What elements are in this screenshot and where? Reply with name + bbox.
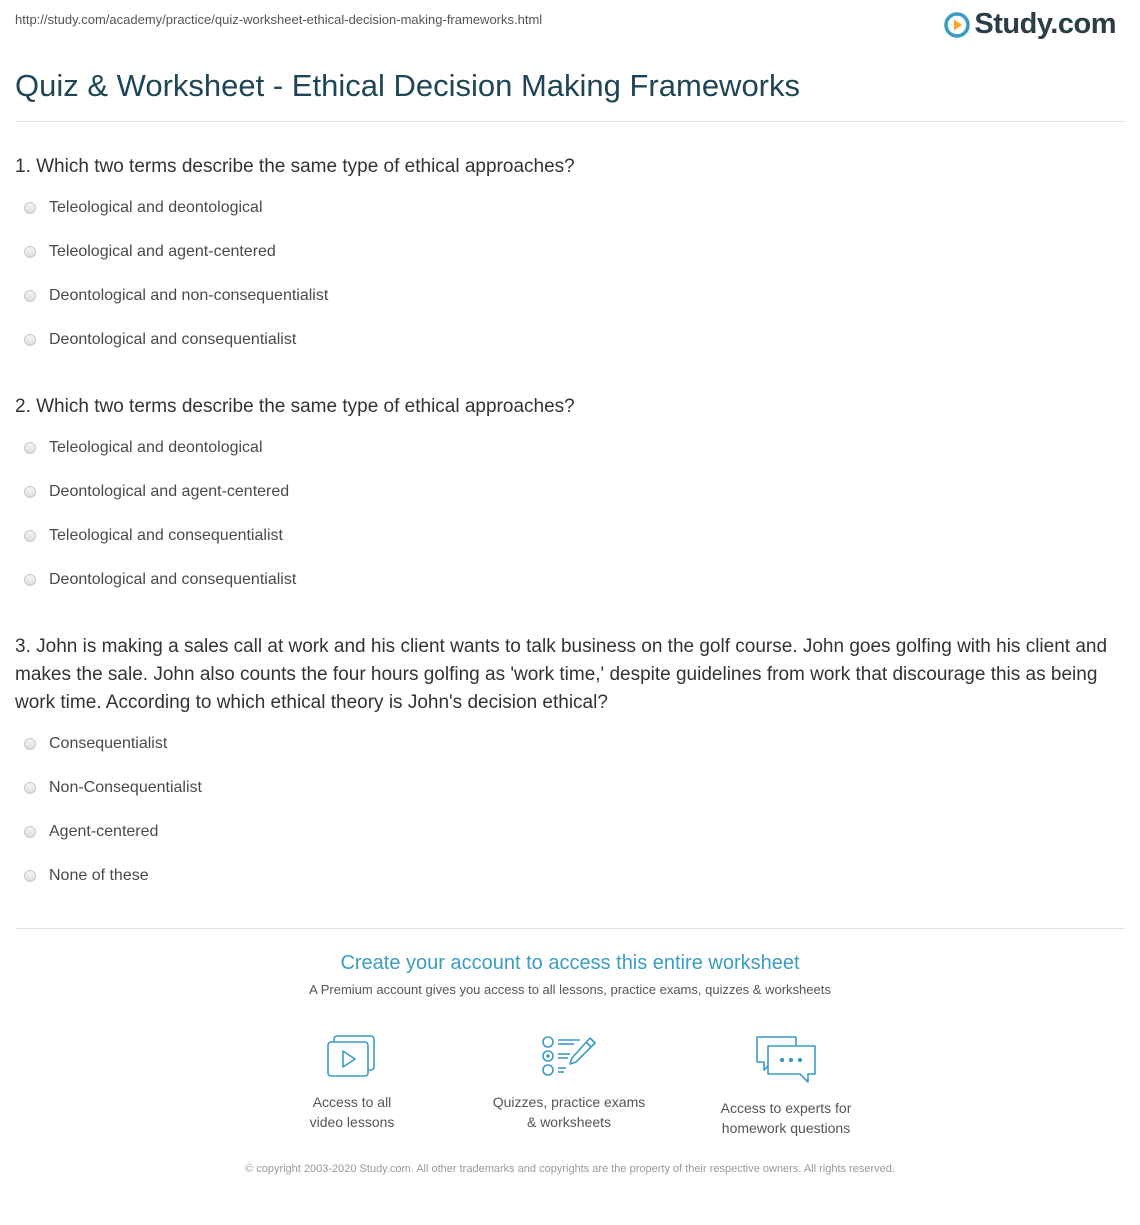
page-title: Quiz & Worksheet - Ethical Decision Making Frameworks xyxy=(15,68,801,103)
feature-quizzes xyxy=(469,1034,669,1132)
answer-option[interactable] xyxy=(15,199,263,217)
answer-option[interactable] xyxy=(15,571,296,589)
feature-experts xyxy=(686,1034,886,1138)
radio-button[interactable] xyxy=(24,442,36,454)
radio-button[interactable] xyxy=(24,574,36,586)
feature-label: Quizzes, practice exams & worksheets xyxy=(492,1094,646,1130)
answer-label: Teleological and agent-centered xyxy=(49,243,276,260)
create-account-link[interactable]: Create your account to access this entire worksheet xyxy=(340,952,800,974)
answer-option[interactable] xyxy=(15,867,149,885)
answer-label: Teleological and deontological xyxy=(49,439,263,456)
answer-option[interactable] xyxy=(15,823,158,841)
study-logo[interactable] xyxy=(944,8,1116,41)
radio-button[interactable] xyxy=(24,738,36,750)
answer-option[interactable] xyxy=(15,287,328,305)
feature-label: Access to all video lessons xyxy=(309,1094,395,1130)
play-circle-icon xyxy=(944,12,970,38)
chat-bubbles-icon xyxy=(754,1034,818,1086)
radio-button[interactable] xyxy=(24,826,36,838)
page-url: http://study.com/academy/practice/quiz-worksheet-ethical-decision-making-frameworks.html xyxy=(15,12,543,27)
radio-button[interactable] xyxy=(24,782,36,794)
radio-button[interactable] xyxy=(24,530,36,542)
answer-label: Deontological and consequentialist xyxy=(49,571,297,588)
question-text: 3. John is making a sales call at work and his client wants to talk business on the golf course. John goes golfing with his client and makes the sale. John also counts the four hours golfing as 'work time,' despite guidelines from work that discourage this as being work time. According to which ethical theory is John's decision ethical? xyxy=(15,636,1108,713)
question-2 xyxy=(15,393,1125,421)
answer-label: Deontological and consequentialist xyxy=(49,331,297,348)
feature-label: Access to experts for homework questions xyxy=(720,1100,852,1136)
answer-option[interactable] xyxy=(15,527,283,545)
title-divider xyxy=(15,121,1125,122)
answer-label: Deontological and non-consequentialist xyxy=(49,287,329,304)
radio-button[interactable] xyxy=(24,246,36,258)
question-3 xyxy=(15,633,1125,717)
answer-label: None of these xyxy=(49,867,149,884)
answer-option[interactable] xyxy=(15,439,263,457)
cta-subtitle: A Premium account gives you access to all lessons, practice exams, quizzes & worksheets xyxy=(309,982,831,997)
radio-button[interactable] xyxy=(24,870,36,882)
answer-option[interactable] xyxy=(15,331,296,349)
answer-option[interactable] xyxy=(15,779,202,797)
answer-option[interactable] xyxy=(15,735,167,753)
radio-button[interactable] xyxy=(24,334,36,346)
answer-option[interactable] xyxy=(15,243,276,261)
video-lessons-icon xyxy=(325,1034,379,1080)
quiz-checklist-icon xyxy=(540,1034,598,1080)
radio-button[interactable] xyxy=(24,202,36,214)
feature-video-lessons xyxy=(252,1034,452,1132)
answer-option[interactable] xyxy=(15,483,289,501)
answer-label: Consequentialist xyxy=(49,735,168,752)
radio-button[interactable] xyxy=(24,486,36,498)
answer-label: Teleological and consequentialist xyxy=(49,527,283,544)
answer-label: Non-Consequentialist xyxy=(49,779,202,796)
question-text: 2. Which two terms describe the same type of ethical approaches? xyxy=(15,396,575,417)
question-text: 1. Which two terms describe the same type of ethical approaches? xyxy=(15,156,575,177)
radio-button[interactable] xyxy=(24,290,36,302)
logo-text: Study.com xyxy=(974,8,1116,40)
answer-label: Teleological and deontological xyxy=(49,199,263,216)
question-1 xyxy=(15,153,1125,181)
answer-label: Deontological and agent-centered xyxy=(49,483,290,500)
copyright-notice: © copyright 2003-2020 Study.com. All other trademarks and copyrights are the property of their respective owners. All rights reserved. xyxy=(245,1163,895,1175)
answer-label: Agent-centered xyxy=(49,823,159,840)
cta-divider xyxy=(15,928,1125,929)
